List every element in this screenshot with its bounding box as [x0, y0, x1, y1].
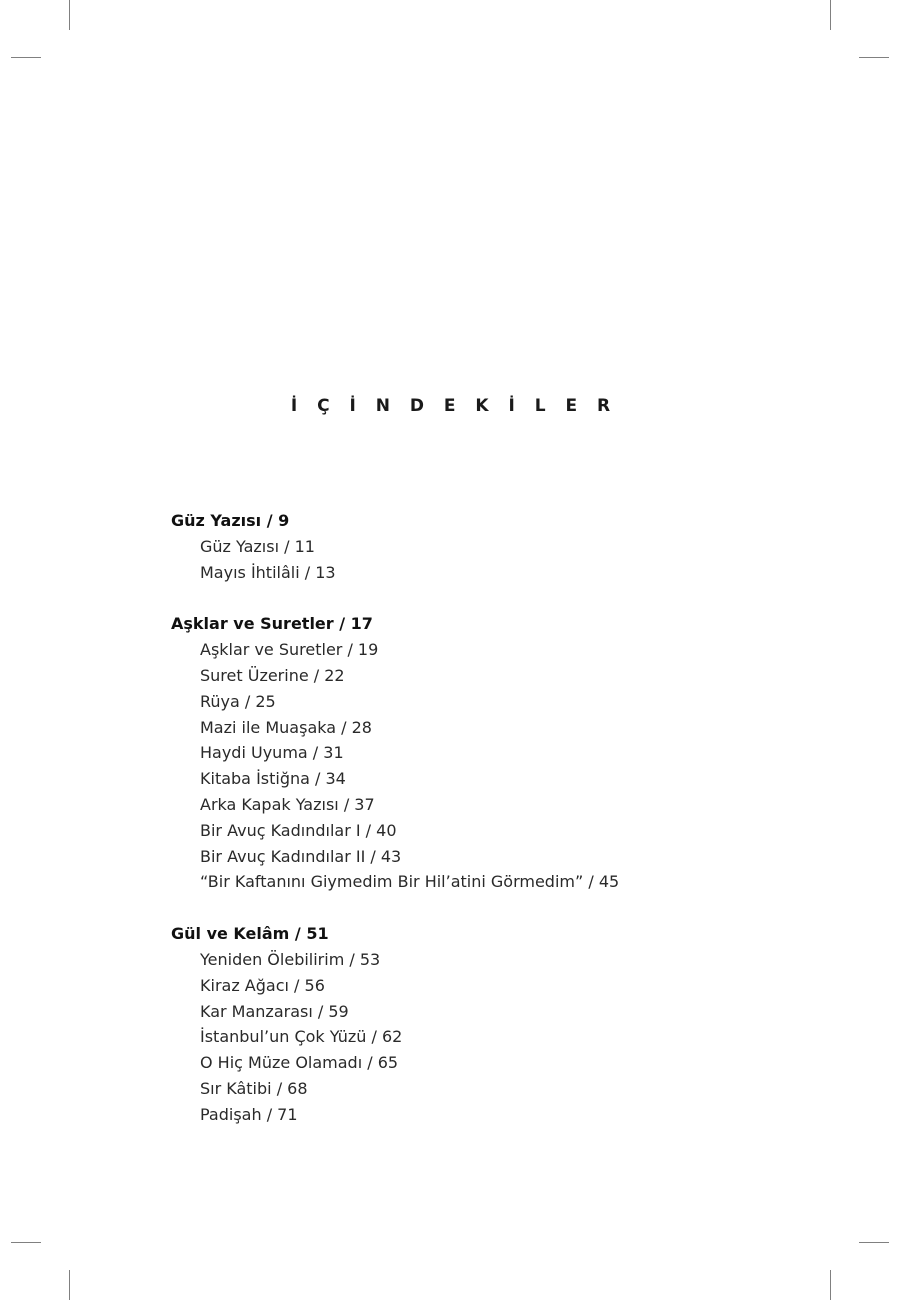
toc-entry: Güz Yazısı / 11: [200, 536, 315, 556]
toc-entry: İstanbul’un Çok Yüzü / 62: [200, 1027, 403, 1047]
crop-mark-bottom-left-horizontal: [11, 1242, 41, 1243]
toc-entry: Rüya / 25: [200, 691, 276, 711]
toc-entry: Sır Kâtibi / 68: [200, 1078, 308, 1098]
toc-section-gul-ve-kelam: [171, 921, 811, 1127]
toc-entry: Kar Manzarası / 59: [200, 1001, 349, 1021]
toc-entry: Mayıs İhtilâli / 13: [200, 562, 336, 582]
toc-entry: Mazi ile Muaşaka / 28: [200, 717, 372, 737]
section-heading: Gül ve Kelâm / 51: [171, 924, 329, 944]
crop-mark-top-left-horizontal: [11, 57, 41, 58]
toc-entry: Padişah / 71: [200, 1104, 298, 1124]
toc-entry: Kitaba İstiğna / 34: [200, 769, 346, 789]
table-of-contents: [171, 508, 811, 1154]
toc-entry: Yeniden Ölebilirim / 53: [200, 949, 381, 969]
toc-entry: Suret Üzerine / 22: [200, 665, 345, 685]
crop-mark-top-right-horizontal: [859, 57, 889, 58]
toc-entry: “Bir Kaftanını Giymedim Bir Hil’atini Görmedim” / 45: [200, 872, 620, 892]
toc-entry: O Hiç Müze Olamadı / 65: [200, 1053, 399, 1073]
toc-section-asklar-ve-suretler: [171, 611, 811, 895]
toc-entry: Aşklar ve Suretler / 19: [200, 640, 379, 660]
page-title: İ Ç İ N D E K İ L E R: [290, 396, 618, 416]
crop-mark-top-right-vertical: [830, 0, 831, 30]
toc-entry: Bir Avuç Kadındılar I / 40: [200, 820, 397, 840]
crop-mark-bottom-right-vertical: [830, 1270, 831, 1300]
toc-entry: Arka Kapak Yazısı / 37: [200, 794, 375, 814]
section-heading: Güz Yazısı / 9: [171, 511, 290, 530]
section-heading: Aşklar ve Suretler / 17: [171, 614, 373, 634]
crop-mark-bottom-right-horizontal: [859, 1242, 889, 1243]
toc-section-guz-yazisi: [171, 508, 811, 585]
toc-entry: Haydi Uyuma / 31: [200, 743, 344, 763]
toc-entry: Bir Avuç Kadındılar II / 43: [200, 846, 402, 866]
crop-mark-bottom-left-vertical: [69, 1270, 70, 1300]
toc-entry: Kiraz Ağacı / 56: [200, 975, 325, 995]
crop-mark-top-left-vertical: [69, 0, 70, 30]
